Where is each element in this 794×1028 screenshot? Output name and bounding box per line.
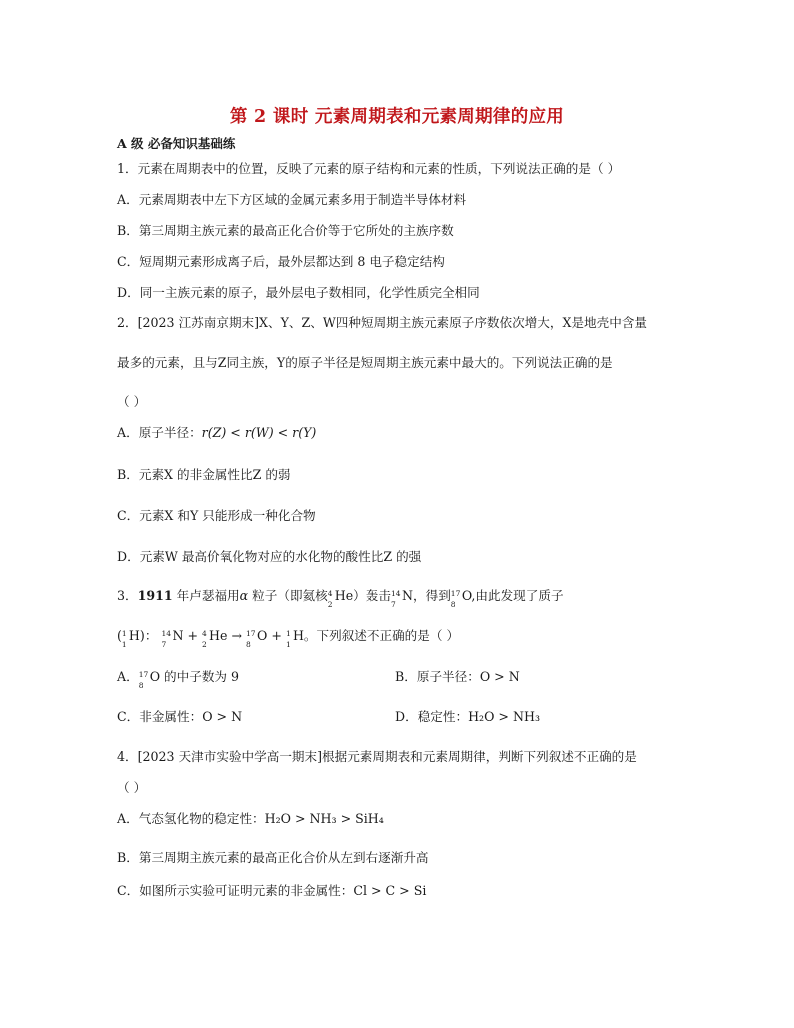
q4-stem-line1: 4．[2023 天津市实验中学高一期末]根据元素周期表和元素周期律，判断下列叙述不正确的是 xyxy=(117,749,637,764)
q1-option-d: D．同一主族元素的原子，最外层电子数相同，化学性质完全相同 xyxy=(117,285,480,300)
q4-option-c: C．如图所示实验可证明元素的非金属性：Cl > C > Si xyxy=(117,883,427,898)
nitrogen-nuclide-notation: 14 7 xyxy=(390,589,401,609)
q2-option-d: D．元素W 最高价氧化物对应的水化物的酸性比Z 的强 xyxy=(117,549,422,564)
q2-stem-line2: 最多的元素，且与Z同主族，Y的原子半径是短周期主族元素中最大的。下列说法正确的是 xyxy=(117,355,613,370)
q1-stem: 1．元素在周期表中的位置，反映了元素的原子结构和元素的性质，下列说法正确的是（ ） xyxy=(117,161,621,176)
nuclide-n14: 14 7 xyxy=(161,629,171,649)
q1-option-c: C．短周期元素形成离子后，最外层都达到 8 电子稳定结构 xyxy=(117,254,445,269)
q1-option-a: A．元素周期表中左下方区域的金属元素多用于制造半导体材料 xyxy=(117,192,467,207)
q3-option-a: A． 17 8 O 的中子数为 9 xyxy=(117,669,240,690)
helium-nuclide-notation: 4 2 xyxy=(327,589,333,609)
nuclide-h1: 1 1 xyxy=(285,629,291,649)
nuclide-he4: 4 2 xyxy=(202,629,207,649)
q2-stem-line1: 2．[2023 江苏南京期末]X、Y、Z、W四种短周期主族元素原子序数依次增大，X是地壳中含量 xyxy=(117,315,648,330)
section-heading: A 级 必备知识基础练 xyxy=(117,136,236,151)
page-title: 第 2 课时 元素周期表和元素周期律的应用 xyxy=(229,107,565,127)
nuclide-o17-option: 17 8 xyxy=(138,670,149,690)
q2-option-b: B．元素X 的非金属性比Z 的弱 xyxy=(117,467,291,482)
q3-stem-line2: ( 1 1 H)： 14 7 N + 4 2 He → 17 8 O + 1 1 H。下列叙述不正确的是（ ） xyxy=(117,628,460,649)
q2-option-a-label: A．原子半径： xyxy=(117,425,202,440)
q4-option-b: B．第三周期主族元素的最高正化合价从左到右逐渐升高 xyxy=(117,850,429,865)
q3-year: 1911 xyxy=(137,588,173,603)
q2-option-a-expr: r(Z) < r(W) < r(Y) xyxy=(201,425,317,440)
q3-option-b: B．原子半径：O > N xyxy=(395,669,520,684)
q2-option-c: C．元素X 和Y 只能形成一种化合物 xyxy=(117,508,316,523)
q2-stem-line3: （ ） xyxy=(117,394,147,409)
q3-stem-line1: 3．1911 年卢瑟福用α 粒子（即氦核 4 2 He）轰击 14 7 N，得到 17 8 O,由此发现了质子 xyxy=(117,588,564,609)
nuclide-o17: 17 8 xyxy=(246,629,256,649)
proton-nuclide-notation: 1 1 xyxy=(121,629,127,649)
q1-option-b: B．第三周期主族元素的最高正化合价等于它所处的主族序数 xyxy=(117,223,454,238)
q3-option-d: D．稳定性：H₂O > NH₃ xyxy=(395,709,541,724)
q2-option-a xyxy=(117,424,316,442)
q3-option-c: C．非金属性：O > N xyxy=(117,709,243,724)
alpha-symbol: α xyxy=(239,588,249,603)
q4-stem-line2: （ ） xyxy=(117,780,147,795)
q4-option-a: A．气态氢化物的稳定性：H₂O > NH₃ > SiH₄ xyxy=(117,811,384,826)
oxygen-nuclide-notation: 17 8 xyxy=(450,589,461,609)
